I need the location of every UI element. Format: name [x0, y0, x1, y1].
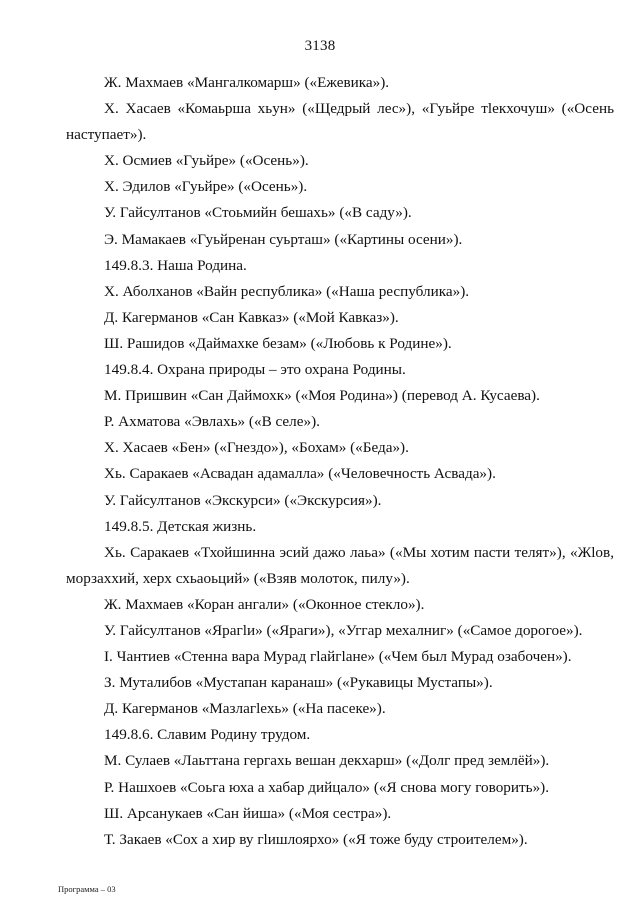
- section-heading: 149.8.3. Наша Родина.: [104, 256, 247, 274]
- text-line: Ж. Махмаев «Коран ангали» («Оконное стекло»).: [104, 595, 425, 613]
- text-line: I. Чантиев «Стенна вара Мурад гlайгlане» («Чем был Мурад озабочен»).: [104, 648, 572, 666]
- text-line: морзаххий, херх схьаоьций» («Взяв молоток, пилу»).: [66, 569, 410, 587]
- footer-label: Программа – 03: [58, 884, 116, 894]
- text-line: Ж. Махмаев «Мангалкомарш» («Ежевика»).: [104, 74, 390, 91]
- text-line: наступает»).: [66, 126, 147, 144]
- text-line: З. Муталибов «Мустапан каранаш» («Рукавицы Мустапы»).: [104, 674, 493, 692]
- text-line: Ш. Рашидов «Даймахке безам» («Любовь к Родине»).: [104, 334, 452, 352]
- text-line: Ш. Арсанукаев «Сан йиша» («Моя сестра»).: [104, 804, 392, 822]
- document-body: [66, 70, 614, 853]
- text-line: Хь. Саракаев «Тхойшинна эсий дажо лаьа» («Мы хотим пасти телят»), «Жlов,: [104, 543, 614, 561]
- text-line: У. Гайсултанов «Стоьмийн бешахь» («В саду»).: [104, 204, 412, 222]
- section-heading: 149.8.6. Славим Родину трудом.: [104, 726, 311, 744]
- text-line: У. Гайсултанов «Ярагlи» («Яраги»), «Уггар мехалниг» («Самое дорогое»).: [104, 621, 583, 639]
- text-line: Х. Эдилов «Гуьйре» («Осень»).: [104, 178, 308, 196]
- section-heading: 149.8.5. Детская жизнь.: [104, 517, 257, 535]
- text-line: Хь. Саракаев «Асвадан адамалла» («Человечность Асвада»).: [104, 465, 496, 483]
- text-line: У. Гайсултанов «Экскурси» («Экскурсия»).: [104, 491, 382, 509]
- text-line: Х. Хасаев «Комаьрша хьун» («Щедрый лес»), «Гуьйре тlекхочуш» («Осень: [104, 100, 614, 118]
- text-line: Р. Ахматова «Эвлахь» («В селе»).: [104, 413, 320, 431]
- text-line: Х. Хасаев «Бен» («Гнездо»), «Бохам» («Беда»).: [104, 439, 409, 457]
- text-line: Р. Нашхоев «Соьга юха а хабар дийцало» («Я снова могу говорить»).: [104, 778, 550, 796]
- text-line: Х. Осмиев «Гуьйре» («Осень»).: [104, 152, 309, 170]
- text-line: Х. Аболханов «Вайн республика» («Наша республика»).: [104, 282, 470, 300]
- text-line: Э. Мамакаев «Гуьйренан суьрташ» («Картины осени»).: [104, 230, 463, 248]
- text-line: М. Сулаев «Лаьттана гергахь вешан декхарш» («Долг пред землёй»).: [104, 752, 550, 770]
- section-heading: 149.8.4. Охрана природы – это охрана Родины.: [104, 361, 406, 379]
- text-line: Д. Кагерманов «Сан Кавказ» («Мой Кавказ»).: [104, 308, 399, 326]
- page-number: 3138: [304, 38, 336, 54]
- text-line: Д. Кагерманов «Мазлагlехь» («На пасеке»).: [104, 700, 386, 718]
- text-line: М. Пришвин «Сан Даймохк» («Моя Родина») (перевод А. Кусаева).: [104, 387, 540, 405]
- text-line: Т. Закаев «Сох а хир ву гlишлоярхо» («Я тоже буду строителем»).: [104, 830, 528, 848]
